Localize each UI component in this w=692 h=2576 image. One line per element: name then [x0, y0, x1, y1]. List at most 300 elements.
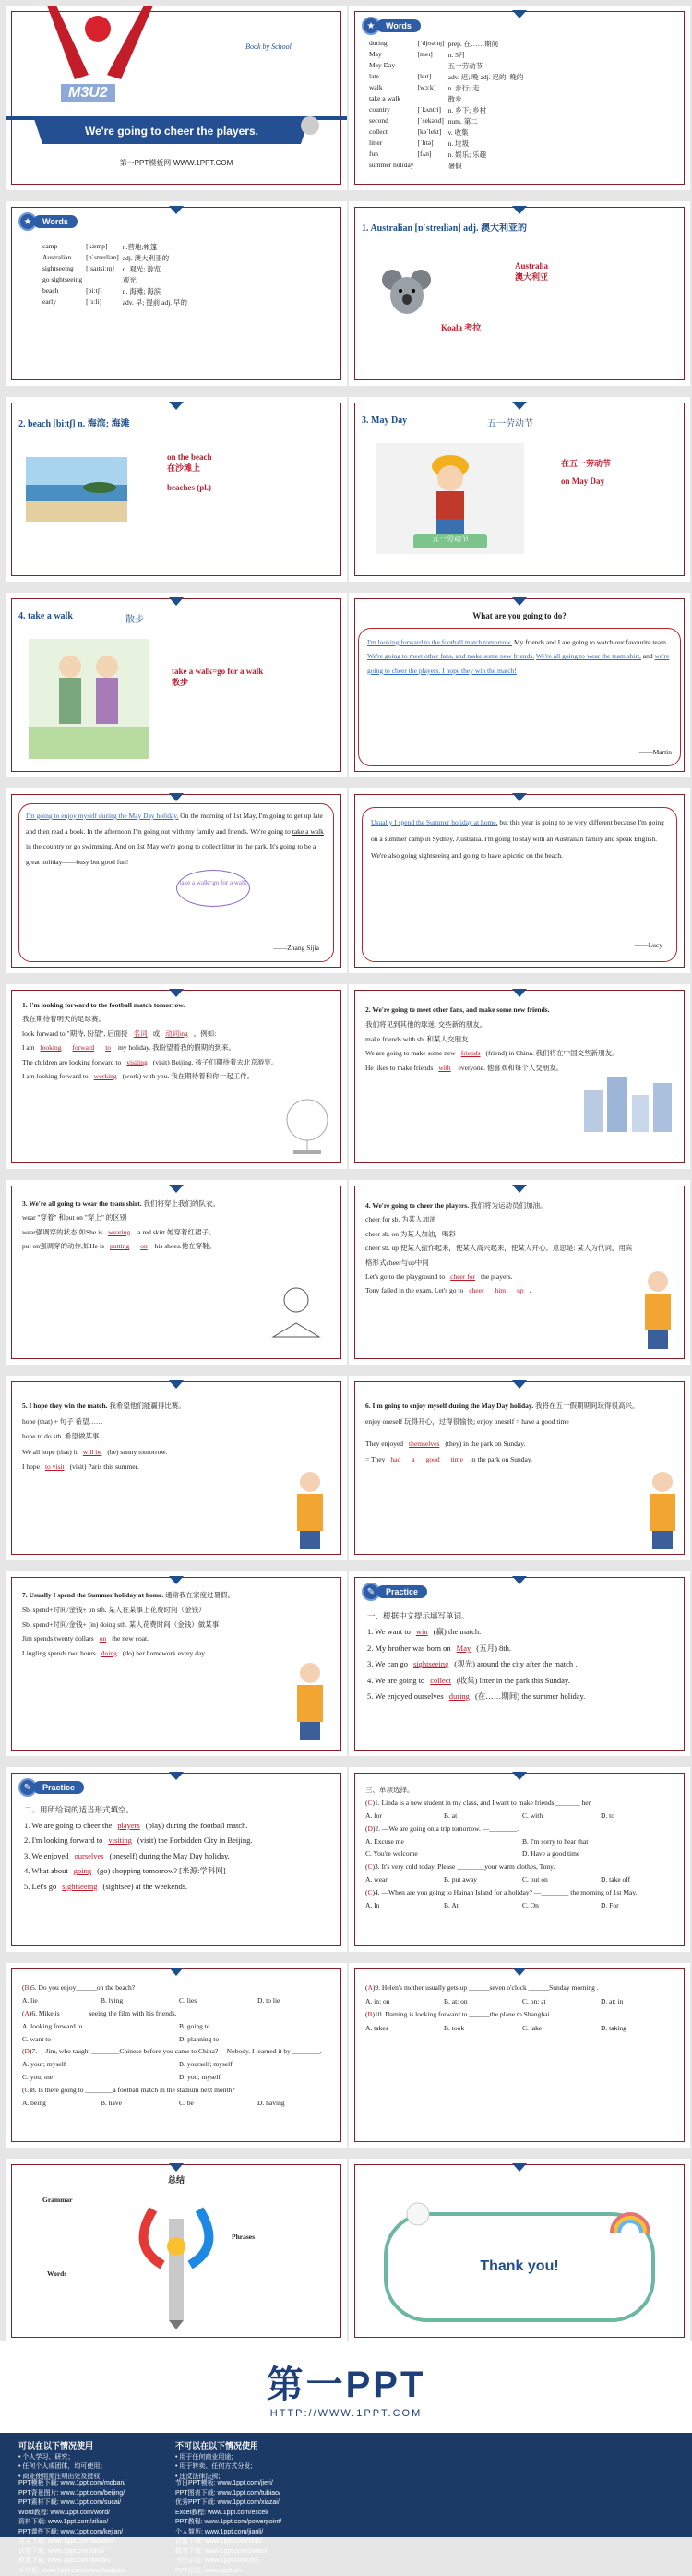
lucy-sentence-1: Usually I spend the Summer holiday at home, [371, 818, 497, 826]
question [365, 1797, 679, 1810]
on-may-day-cn: 在五一劳动节 [561, 457, 611, 469]
usage-2: hope to do sth. 希望做某事 [22, 1429, 290, 1445]
slide-practice-3 [349, 1767, 690, 1952]
zhang-take-a-walk: take a walk [292, 827, 324, 836]
word-phonetic: [ɒˈstreɪliən] [86, 253, 123, 264]
slide-point-6: 6. I'm going to enjoy myself during the May Day holiday. 我将在五一假期期间玩得很高兴。 enjoy oneself 玩得开心，过得很愉快; enjoy oneself = have a good time They enjoyed themselves (they) in the park on Sunday. = They had a good time in the park on Sunday. [349, 1376, 690, 1560]
word-term: country [369, 105, 418, 116]
answer-looking: looking [35, 1043, 67, 1052]
exercise-item [367, 1656, 681, 1672]
zhang-sentence-3: in the country or go swimming. And on 1st May we're going to collect litter in the park. It's going to be a great holiday——busy but good fun! [26, 842, 316, 866]
walking-couple-image [29, 639, 149, 759]
option: B. at [444, 1810, 522, 1823]
word-meaning: n. 观光; 游览 [123, 264, 191, 275]
martin-sentence-3: We're going to meet other fans, and make some new friends. [367, 652, 534, 660]
word-phonetic: [ˈkʌntri] [418, 105, 448, 116]
question-paren: ( [365, 2010, 368, 2018]
option: C. want to [22, 2033, 179, 2046]
question-answer: A [368, 1983, 373, 1992]
martin-and: and [641, 652, 655, 660]
answer-to: to [100, 1043, 116, 1052]
point-usage: wear "穿着" 和put on "穿上" 的区别 [22, 1210, 280, 1224]
take-a-walk-equals: take a walk=go for a walk [172, 667, 263, 676]
beach-image [26, 457, 127, 522]
question-answer: C [368, 1862, 373, 1871]
usage-2: cheer sb. on 为某人加油，喝彩 [365, 1227, 633, 1241]
footer-logo-text: 第一PPT [267, 2355, 426, 2408]
question-paren: ( [22, 1983, 25, 1992]
answer-time: time [446, 1455, 469, 1463]
exercise-prompt: 5. We enjoyed ourselves [367, 1691, 444, 1701]
answer-forward: forward [66, 1043, 100, 1052]
word-meaning: n. 海滩; 海滨 [123, 286, 191, 297]
word-meaning: 散步 [448, 94, 528, 105]
question-text: )4. —When are you going to Hainan Island for a holiday? —________ the morning of 1st May. [373, 1888, 638, 1896]
thank-you-text: Thank you! [349, 2258, 690, 2275]
word-phonetic: [kæmp] [86, 242, 123, 253]
word-phonetic [418, 94, 448, 105]
word-phonetic [418, 61, 448, 72]
question-paren: ( [365, 1824, 368, 1833]
koala-image [381, 266, 432, 321]
word-term: collect [369, 127, 418, 138]
exercise-item [24, 1879, 338, 1895]
teacher-image [644, 1468, 681, 1551]
footer-item: 试卷下载: www.1ppt.com/shiti/ [18, 2547, 125, 2558]
word-phonetic: [biːtʃ] [86, 286, 123, 297]
take-a-walk-cn: 散步 [172, 676, 263, 688]
globe-image [282, 1095, 333, 1155]
slide-thanks [349, 2159, 690, 2343]
reading-child-image [264, 1282, 328, 1346]
answer-putting: putting [104, 1242, 135, 1250]
exercise-answer: sightseeing [56, 1882, 102, 1891]
word-meaning: adv. 早; 提前 adj. 早的 [123, 297, 191, 308]
slide-take-a-walk [6, 593, 347, 777]
question-options [22, 2020, 336, 2046]
point-usage: make friends with sb. 和某人交朋友 [365, 1032, 679, 1047]
footer-item: 书法字帖: www.1ppt.com/ziti/ [175, 2557, 281, 2567]
summary-title: 总结 [6, 2173, 347, 2185]
beaches-plural: beaches (pl.) [167, 483, 212, 492]
word-term: go sightseeing [42, 275, 86, 286]
exercise-prompt: 2. My brother was born on [367, 1643, 451, 1653]
answer-visiting: visiting [121, 1058, 153, 1066]
word-meaning: n. 步行; 走 [448, 83, 528, 94]
question-options [365, 1873, 679, 1886]
slide-practice-1 [349, 1571, 690, 1756]
option: B. have [101, 2097, 179, 2110]
question-options [365, 1810, 679, 1823]
word-term: second [369, 116, 418, 127]
slide-heading-cn: 散步 [125, 611, 144, 625]
exercise-heading: 一、根据中文提示填写单词。 [367, 1608, 681, 1624]
words-label: Words [47, 2269, 66, 2280]
slide-summary [6, 2159, 347, 2343]
word-term: sightseeing [42, 264, 86, 275]
question [22, 2007, 336, 2020]
question-text: )7. —Jim, who taught ________Chinese before you came to China? —Nobody. I learned it by ________. [30, 2047, 322, 2055]
question-text: )2. —We are going on a trip tomorrow. —________. [373, 1824, 519, 1833]
option: B. At [444, 1899, 522, 1912]
option: D. taking [601, 2022, 679, 2036]
footer-item: PPT教程: www.1ppt.com/powerpoint/ [175, 2518, 281, 2528]
option: A. lie [22, 1994, 101, 2007]
footer-item: 教案下载: www.1ppt.com/jiaoan/ [175, 2547, 281, 2558]
exercise-prompt: 1. We want to [367, 1627, 411, 1636]
word-meaning: n. 垃圾 [448, 138, 528, 150]
word-row [369, 61, 527, 72]
option: C. with [522, 1810, 601, 1823]
slide-heading: 2. beach [biːtʃ] n. 海滨; 海滩 [18, 415, 130, 429]
teacher-image [292, 1659, 328, 1742]
word-phonetic: [ˈɜːli] [86, 297, 123, 308]
zhang-sentence-1: I'm going to enjoy myself during the May Day holiday. [26, 812, 178, 820]
word-phonetic: [ˈsaɪtsiːɪŋ] [86, 264, 123, 275]
word-term: litter [369, 138, 418, 150]
question [365, 1860, 679, 1873]
option: D. you; myself [179, 2071, 336, 2084]
exercise-prompt: 4. We are going to [367, 1676, 424, 1685]
footer-item: 教案下载: www.1ppt.com/jiaoan/ [18, 2557, 125, 2567]
footer-item: • 任何个人或团体，均可使用； [18, 2462, 106, 2473]
slide-beach [6, 397, 347, 582]
footer-item: PPT课件下载: www.1ppt.com/kejian/ [18, 2528, 125, 2538]
footer-item: 优秀PPT下载: www.1ppt.com/xiazai/ [175, 2498, 281, 2509]
option: A. for [365, 1810, 444, 1823]
question-options [365, 2022, 679, 2036]
slide-heading: 1. Australian [ɒˈstreɪliən] adj. 澳大利亚的 [362, 220, 527, 234]
word-term: beach [42, 286, 86, 297]
footer-item: PPT图表下载: www.1ppt.com/tubiao/ [175, 2489, 281, 2499]
point-heading: 2. We're going to meet other fans, and make some new friends. [365, 1003, 679, 1017]
footer-url: HTTP://WWW.1PPT.COM [270, 2408, 423, 2419]
option: B. I'm sorry to hear that [522, 1836, 679, 1848]
question-answer: D [368, 1824, 373, 1833]
exercise-prompt: 5. Let's go [24, 1882, 56, 1891]
answer-friends: friends [456, 1049, 486, 1057]
words-badge: ★ Words [362, 17, 421, 35]
exercise-item [24, 1818, 338, 1834]
footer-item: 资料下载: www.1ppt.com/ziliao/ [18, 2518, 125, 2528]
can-title: 可以在以下情况使用 [18, 2441, 93, 2450]
word-meaning: 观光 [123, 275, 191, 286]
question-text: )9. Helen's mother usually gets up ______seven o'clock ______Sunday morning . [373, 1983, 599, 1992]
exercise-prompt: 3. We enjoyed [24, 1851, 69, 1860]
footer-item: 个人简历: www.1ppt.com/jianli/ [175, 2528, 281, 2538]
exercise-item [24, 1848, 338, 1864]
word-term: early [42, 297, 86, 308]
word-row [369, 161, 527, 172]
word-term: late [369, 72, 418, 83]
question-answer: A [25, 2009, 30, 2017]
option: B. yourself; myself [179, 2058, 336, 2071]
exercise-answer: May [451, 1643, 477, 1653]
answer-to-visit: to visit [40, 1463, 70, 1471]
zhang-signature: ——Zhang Sijia [273, 944, 319, 952]
slide-title [6, 6, 347, 190]
word-term: May Day [369, 61, 418, 72]
usage-1: cheer for sb. 为某人加油 [365, 1212, 633, 1226]
point-heading: 7. Usually I spend the Summer holiday at home. [22, 1591, 163, 1599]
slide-zhang-text [6, 788, 347, 973]
question [365, 2008, 679, 2022]
option: C. you; me [22, 2071, 179, 2084]
exercise-hint: (观光) around the city after the match . [454, 1659, 577, 1668]
word-phonetic [418, 161, 448, 172]
question-text: )3. It's very cold today. Please ________your warm clothes, Tony. [373, 1862, 555, 1871]
point-heading: 5. I hope they win the match. [22, 1402, 108, 1410]
exercise-answer: visiting [102, 1836, 137, 1845]
question [22, 2045, 336, 2058]
slide-heading-cn: 五一劳动节 [487, 415, 533, 429]
option: C. on; at [522, 1995, 601, 2009]
option: C. You're welcome [365, 1848, 522, 1860]
footer-item: • 个人学习、研究； [18, 2453, 106, 2463]
option: D. For [601, 1899, 679, 1912]
question-answer: C [368, 1888, 373, 1896]
word-phonetic: [fʌn] [418, 150, 448, 161]
option: A. in; on [365, 1995, 444, 2009]
word-row [369, 138, 527, 150]
site-label: 第一PPT模板网-WWW.1PPT.COM [6, 158, 347, 168]
answer-on: on [94, 1634, 113, 1643]
word-meaning: n. 5月 [448, 50, 528, 61]
slide-heading: 3. May Day [362, 415, 407, 426]
answer-cheer: cheer [463, 1286, 489, 1294]
word-row [42, 286, 191, 297]
option: B. at; on [444, 1995, 522, 2009]
may-day-sign: 五一劳动节 [413, 534, 487, 544]
star-icon: ★ [362, 17, 380, 35]
question-options [365, 1995, 679, 2009]
point-heading: 4. We're going to cheer the players. [365, 1201, 469, 1210]
point-heading: 3. We're all going to wear the team shirt. [22, 1199, 142, 1208]
footer-item: 手抄报: www.1ppt.com/shouchaobao/ [18, 2567, 125, 2576]
on-the-beach-cn: 在沙滩上 [167, 462, 212, 474]
word-phonetic: [wɔːk] [418, 83, 448, 94]
word-row [42, 275, 191, 286]
option: C. lies [179, 1994, 257, 2007]
unit-label: M3U2 [61, 84, 115, 102]
question-text: )1. Linda is a new student in my class, and I want to make friends _______ her. [373, 1799, 592, 1807]
word-phonetic: [ˈlɪtə] [418, 138, 448, 150]
exercise-prompt: 4. What about [24, 1866, 68, 1875]
slide-point-1: 1. I'm looking forward to the football match tomorrow. 我在期待着明天的足球赛。 look forward to "期待, 盼望", 后面接 名词 或 动词ing 。例如: I am looking forward to my holiday. 我盼望着我的假期的到来。 The children are looking forward to visiting (visit) Beijing. 孩子们期待着去北京游览。 I am looking forward to working (work) with you. 我在期待着和你一起工作。 [6, 984, 347, 1169]
exercise-answer: sightseeing [408, 1659, 454, 1668]
question-title: What are you going to do? [349, 611, 690, 620]
question-options [22, 2058, 336, 2084]
word-row [369, 39, 527, 50]
question-text: )8. Is there going to ________a football match in the stadium next month? [30, 2086, 235, 2094]
city-image [579, 1072, 676, 1137]
exercise-hint: (oneself) during the May Day holiday. [110, 1851, 230, 1860]
question-text: )5. Do you enjoy______on the beach? [30, 1983, 136, 1992]
slide-practice-5 [349, 1963, 690, 2148]
slide-heading: 4. take a walk [18, 611, 73, 621]
option: C. be [179, 2097, 257, 2110]
words-badge: ★ Words [18, 212, 78, 231]
exercise-answer: players [112, 1821, 146, 1830]
question-text: )10. Daming is looking forward to ______the plane to Shanghai. [373, 2010, 552, 2018]
koala-label: Koala 考拉 [441, 321, 481, 333]
word-meaning: num. 第二 [448, 116, 528, 127]
exercise-hint: (sightsee) at the weekends. [103, 1882, 188, 1891]
question [365, 1886, 679, 1899]
option: A. Excuse me [365, 1836, 522, 1848]
phrases-label: Phrases [232, 2233, 255, 2243]
point-heading: 1. I'm looking forward to the football match tomorrow. [22, 998, 336, 1012]
option: D. planning to [179, 2033, 336, 2046]
question-options [365, 1836, 679, 1861]
footer-item: • 违反法律法规; [175, 2473, 258, 2483]
pencil-icon: ✎ [362, 1583, 380, 1601]
martin-signature: ——Martin [639, 748, 672, 756]
question [365, 1981, 679, 1995]
option: B. going to [179, 2020, 336, 2033]
word-row [42, 253, 191, 264]
usage-1: enjoy oneself 玩得开心，过得很愉快; enjoy oneself = have a good time [365, 1414, 679, 1430]
footer-item: PPT素材下载: www.1ppt.com/sucai/ [18, 2498, 125, 2509]
answer-good: good [421, 1455, 446, 1463]
option: A. being [22, 2097, 101, 2110]
word-row [42, 297, 191, 308]
word-row [369, 50, 527, 61]
exercise-prompt: 2. I'm looking forward to [24, 1836, 102, 1845]
take-a-walk-bubble: take a walk=go for a walk [176, 870, 250, 907]
footer-item: Excel教程: www.1ppt.com/excel/ [175, 2509, 281, 2519]
word-term: camp [42, 242, 86, 253]
option: D. to lie [257, 1994, 336, 2007]
word-term: walk [369, 83, 418, 94]
usage-1: hope (that) + 句子 希望…… [22, 1414, 290, 1430]
practice-badge: ✎ Practice [18, 1778, 84, 1797]
question-paren: ( [22, 2009, 25, 2017]
word-row [369, 127, 527, 138]
exercise-hint: (赢) the match. [434, 1627, 482, 1636]
word-phonetic: [kəˈlekt] [418, 127, 448, 138]
word-term: during [369, 39, 418, 50]
point-translation: 我们将见到其他的球迷, 交些新的朋友。 [365, 1017, 679, 1032]
word-meaning: v. 收集 [448, 127, 528, 138]
answer-noun: 名词 [128, 1029, 153, 1038]
footer-item: 试题下载: www.1ppt.com/shiti/ [175, 2537, 281, 2547]
word-row [369, 83, 527, 94]
question [22, 2084, 336, 2097]
australia-label: Australia [515, 261, 548, 271]
option: A. wear [365, 1873, 444, 1886]
question [365, 1823, 679, 1836]
footer-item: • 用于转卖、任何方式分发; [175, 2462, 258, 2473]
option: B. put away [444, 1873, 522, 1886]
question [22, 1981, 336, 1994]
exercise-item [367, 1689, 681, 1704]
answer-on: on [135, 1242, 153, 1250]
star-icon: ★ [18, 212, 37, 231]
option: C. put on [522, 1873, 601, 1886]
word-meaning: adv. 迟; 晚 adj. 迟的; 晚的 [448, 72, 528, 83]
slide-point-5: 5. I hope they win the match. 我希望他们能赢得比赛。 hope (that) + 句子 希望…… hope to do sth. 希望做某事 We all hope (that) it will be (be) sunny tomorrow. I hope to visit (visit) Paris this summer. [6, 1376, 347, 1560]
martin-sentence-5: we're going to cheer the players. [367, 652, 669, 674]
answer-working: working [89, 1072, 123, 1080]
slide-practice-2 [6, 1767, 347, 1952]
word-phonetic: [leɪt] [418, 72, 448, 83]
words-table [369, 39, 527, 172]
book-logo: Book by School [241, 42, 296, 51]
exercise-answer: collect [424, 1676, 457, 1685]
exercise-item [24, 1863, 338, 1879]
exercise-item [367, 1673, 681, 1689]
option: D. at; in [601, 1995, 679, 2009]
option: C. On [522, 1899, 601, 1912]
word-phonetic: [ˈdjʊərɪŋ] [418, 39, 448, 50]
answer-a: a [406, 1455, 420, 1463]
usage-2: Sb. spend+时间/金钱+ (in) doing sth. 某人花费时间（金钱）做某事 [22, 1618, 290, 1632]
usage-3: cheer sb. up 使某人振作起来，使某人高兴起来，使某人开心。意思是: 某人为代词，用宾格 [365, 1244, 632, 1266]
exercise-hint: (在……期间) the summer holiday. [475, 1691, 585, 1701]
word-meaning: n.营地;帐篷 [123, 242, 191, 253]
option: B. lying [101, 1994, 179, 2007]
question-answer: C [368, 1799, 373, 1807]
question-answer: B [25, 1983, 30, 1992]
answer-him: him [489, 1286, 511, 1294]
word-phonetic [86, 275, 123, 286]
word-row [369, 72, 527, 83]
martin-sentence-1: I'm looking forward to the football match tomorrow. [367, 638, 512, 646]
slide-point-7: 7. Usually I spend the Summer holiday at home. 通常我在家度过暑假。 Sb. spend+时间/金钱+ on sth. 某人在某事上花费时间（金钱） Sb. spend+时间/金钱+ (in) doing sth. 某人花费时间（金钱）做某事 Jim spends twenty dollars on the new coat. Lingling spends two hours doing (do) her homework every day. [6, 1571, 347, 1756]
martin-sentence-2: My friends and I are going to watch our favourite team. [512, 638, 668, 646]
question-text: )6. Mike is ________seeing the film with his friends. [30, 2009, 177, 2017]
footer-item: 范文下载: www.1ppt.com/fanwen/ [18, 2537, 125, 2547]
answer-had: had [385, 1455, 406, 1463]
word-term: summer holiday [369, 161, 418, 172]
option: A. takes [365, 2022, 444, 2036]
question-options [365, 1899, 679, 1912]
slide-point-2: 2. We're going to meet other fans, and make some new friends. 我们将见到其他的球迷, 交些新的朋友。 make friends with sb. 和某人交朋友 We are going to make some new friends (friend) in China. 我们将在中国交些新朋友。 He likes to make friends with everyone. 他喜欢和每个人交朋友。 [349, 984, 690, 1169]
question-answer: C [25, 2086, 30, 2094]
grammar-label: Grammar [42, 2196, 73, 2206]
slide-lucy-text [349, 788, 690, 973]
words-table [42, 242, 191, 308]
exercise-answer: going [68, 1866, 97, 1875]
word-row [369, 150, 527, 161]
point-heading: 6. I'm going to enjoy myself during the May Day holiday. [365, 1402, 533, 1410]
teacher-image [292, 1468, 328, 1551]
answer-ving: 动词ing [160, 1029, 194, 1038]
word-meaning: adj. 澳大利亚的 [123, 253, 191, 264]
slide-point-4: 4. We're going to cheer the players. 我们将为运动员们加油。 cheer for sb. 为某人加油 cheer sb. on 为某人加油，喝彩 cheer sb. up 使某人振作起来，使某人高兴起来，使某人开心。意思是: 某人为代词，用宾格形式cheer与up中间 Let's go to the playground to cheer for the players. Tony failed in the exam, Let's go to cheer him up . [349, 1180, 690, 1365]
word-row [42, 242, 191, 253]
exercise-hint: (go) shopping tomorrow? [来源:学科网] [97, 1866, 226, 1875]
question-paren: ( [365, 1799, 368, 1807]
cannot-title: 不可以在以下情况使用 [175, 2441, 258, 2450]
exercise-hint: (收集) litter in the park this Sunday. [457, 1676, 570, 1685]
exercise-item [367, 1641, 681, 1656]
word-term: Australian [42, 253, 86, 264]
exercise-answer: ourselves [69, 1851, 110, 1860]
option: B. took [444, 2022, 522, 2036]
option: D. having [257, 2097, 336, 2110]
word-meaning: n. 娱乐; 乐趣 [448, 150, 528, 161]
slide-may-day [349, 397, 690, 582]
option: A. In [365, 1899, 444, 1912]
exercise-prompt: 1. We are going to cheer the [24, 1821, 112, 1830]
answer-with: with [433, 1064, 456, 1072]
answer-up: up [511, 1286, 530, 1294]
answer-cheer-for: cheer for [445, 1272, 481, 1281]
word-phonetic: [ˈsekənd] [418, 116, 448, 127]
question-options [22, 2097, 336, 2110]
